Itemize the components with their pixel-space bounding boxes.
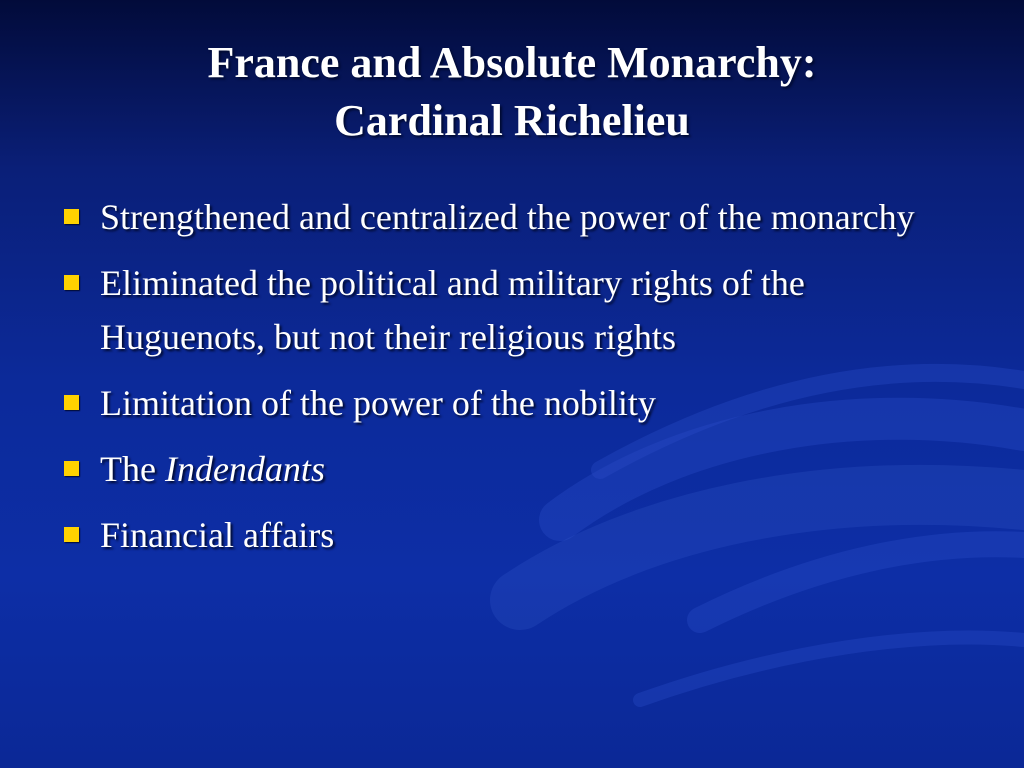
square-bullet-icon <box>64 527 79 542</box>
bullet-text: Limitation of the power of the nobility <box>100 383 656 423</box>
bullet-item <box>62 508 962 562</box>
bullet-item <box>62 442 962 496</box>
bullet-text: Eliminated the political and military rights of the Huguenots, but not their religious rights <box>100 263 805 357</box>
bullet-item <box>62 190 962 244</box>
bullet-text: The <box>100 449 165 489</box>
slide-title <box>40 34 984 150</box>
bullet-emphasis: Indendants <box>164 449 325 489</box>
square-bullet-icon <box>64 275 79 290</box>
bullet-item <box>62 376 962 430</box>
square-bullet-icon <box>64 461 79 476</box>
slide-title-line-1: France and Absolute Monarchy: <box>207 38 817 87</box>
bullet-item <box>62 256 962 364</box>
bullet-list <box>62 190 962 574</box>
bullet-text: Strengthened and centralized the power of the monarchy <box>100 197 915 237</box>
square-bullet-icon <box>64 395 79 410</box>
square-bullet-icon <box>64 209 79 224</box>
bullet-text: Financial affairs <box>100 515 335 555</box>
slide-title-line-2: Cardinal Richelieu <box>334 96 690 145</box>
